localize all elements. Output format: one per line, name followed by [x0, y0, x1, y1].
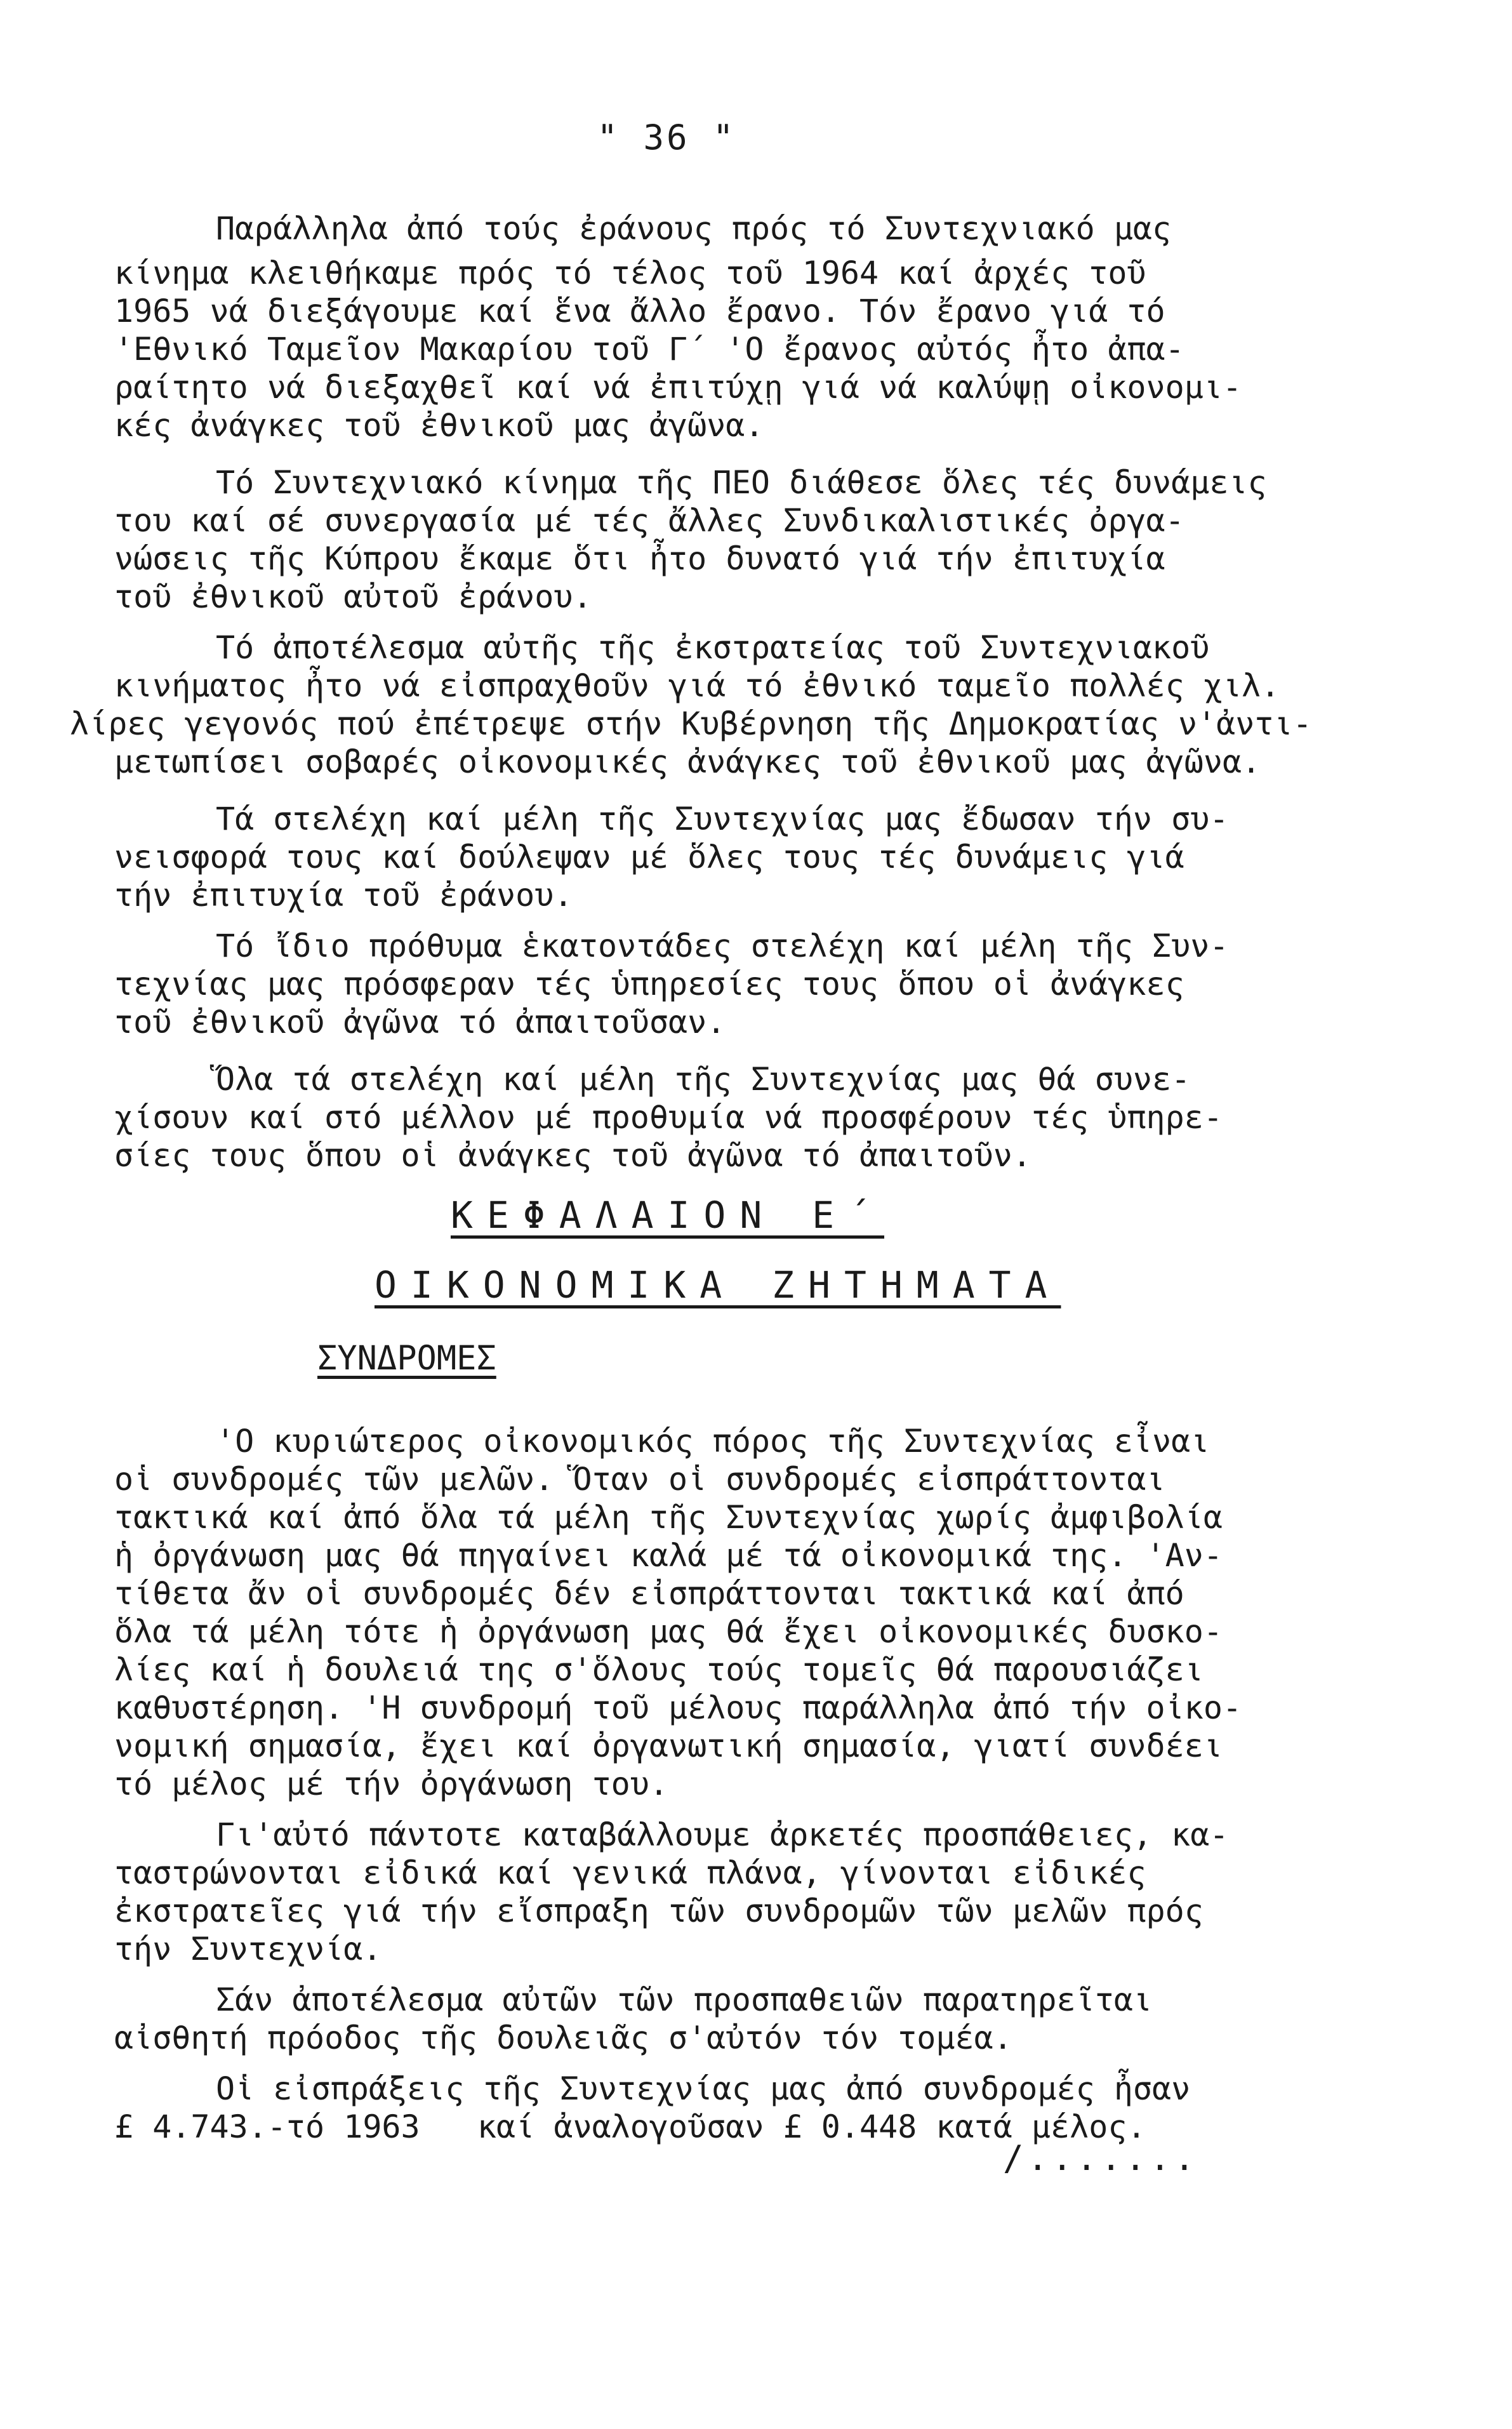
- text-line: ταστρώνονται εἰδικά καί γενικά πλάνα, γίνονται εἰδικές: [114, 1854, 1146, 1891]
- text-line: κίνημα κλειθήκαμε πρός τό τέλος τοῦ 1964 καί ἀρχές τοῦ: [114, 255, 1146, 291]
- text-line: Παράλληλα ἀπό τούς ἐράνους πρός τό Συντεχνιακό μας: [216, 210, 1172, 247]
- text-line: Τό ἴδιο πρόθυμα ἑκατοντάδες στελέχη καί μέλη τῆς Συν-: [216, 928, 1229, 964]
- text-line: ραίτητο νά διεξαχθεῖ καί νά ἐπιτύχῃ γιά νά καλύψῃ οἰκονομι-: [114, 369, 1242, 406]
- text-line: νεισφορά τους καί δούλεψαν μέ ὅλες τους τές δυνάμεις γιά: [114, 839, 1184, 875]
- text-line: Τό Συντεχνιακό κίνημα τῆς ΠΕΟ διάθεσε ὅλες τές δυνάμεις: [216, 464, 1267, 501]
- text-line: Τό ἀποτέλεσμα αὐτῆς τῆς ἐκστρατείας τοῦ Συντεχνιακοῦ: [216, 629, 1210, 666]
- text-line: τήν ἐπιτυχία τοῦ ἐράνου.: [114, 877, 573, 914]
- text-line: 'Ο κυριώτερος οἰκονομικός πόρος τῆς Συντεχνίας εἶναι: [216, 1423, 1210, 1460]
- text-line: του καί σέ συνεργασία μέ τές ἄλλες Συνδικαλιστικές ὀργα-: [114, 502, 1184, 539]
- text-line: καθυστέρηση. 'Η συνδρομή τοῦ μέλους παράλληλα ἀπό τήν οἰκο-: [114, 1689, 1242, 1726]
- text-line: τεχνίας μας πρόσφεραν τές ὑπηρεσίες τους ὅπου οἱ ἀνάγκες: [114, 966, 1184, 1002]
- text-line: ἡ ὀργάνωση μας θά πηγαίνει καλά μέ τά οἰκονομικά της. 'Αν-: [114, 1537, 1223, 1574]
- text-line: τίθετα ἄν οἱ συνδρομές δέν εἰσπράττονται τακτικά καί ἀπό: [114, 1575, 1184, 1612]
- text-line: λίρες γεγονός πού ἐπέτρεψε στήν Κυβέρνηση τῆς Δημοκρατίας ν'ἀντι-: [70, 705, 1312, 742]
- text-line: νώσεις τῆς Κύπρου ἔκαμε ὅτι ἦτο δυνατό γιά τήν ἐπιτυχία: [114, 540, 1165, 577]
- text-line: £ 4.743.-τό 1963 καί ἀναλογοῦσαν £ 0.448 κατά μέλος.: [114, 2108, 1146, 2145]
- text-line: χίσουν καί στό μέλλον μέ προθυμία νά προσφέρουν τές ὑπηρε-: [114, 1099, 1223, 1136]
- text-line: τοῦ ἐθνικοῦ αὐτοῦ ἐράνου.: [114, 578, 592, 615]
- text-line: Γι'αὐτό πάντοτε καταβάλλουμε ἀρκετές προσπάθειες, κα-: [216, 1816, 1229, 1853]
- text-line: Σάν ἀποτέλεσμα αὐτῶν τῶν προσπαθειῶν παρατηρεῖται: [216, 1981, 1153, 2018]
- page-number: " 36 ": [597, 117, 736, 157]
- continuation-mark: /.......: [1003, 2138, 1199, 2178]
- text-line: τήν Συντεχνία.: [114, 1931, 382, 1967]
- text-line: ἐκστρατεῖες γιά τήν εἴσπραξη τῶν συνδρομῶν τῶν μελῶν πρός: [114, 1893, 1204, 1929]
- text-line: αἰσθητή πρόοδος τῆς δουλειᾶς σ'αὐτόν τόν τομέα.: [114, 2020, 1012, 2056]
- text-line: μετωπίσει σοβαρές οἰκονομικές ἀνάγκες τοῦ ἐθνικοῦ μας ἀγῶνα.: [114, 743, 1261, 780]
- text-line: οἱ συνδρομές τῶν μελῶν. Ὅταν οἱ συνδρομές εἰσπράττονται: [114, 1461, 1165, 1498]
- chapter-heading: ΚΕΦΑΛΑΙΟΝ Ε΄: [451, 1194, 885, 1237]
- text-line: σίες τους ὅπου οἱ ἀνάγκες τοῦ ἀγῶνα τό ἀπαιτοῦν.: [114, 1137, 1031, 1174]
- text-line: τοῦ ἐθνικοῦ ἀγῶνα τό ἀπαιτοῦσαν.: [114, 1004, 726, 1041]
- text-line: λίες καί ἡ δουλειά της σ'ὅλους τούς τομεῖς θά παρουσιάζει: [114, 1651, 1204, 1688]
- text-line: τακτικά καί ἀπό ὅλα τά μέλη τῆς Συντεχνίας χωρίς ἀμφιβολία: [114, 1499, 1223, 1536]
- text-line: Ὅλα τά στελέχη καί μέλη τῆς Συντεχνίας μας θά συνε-: [216, 1061, 1191, 1098]
- text-line: 'Εθνικό Ταμεῖον Μακαρίου τοῦ Γ΄ 'Ο ἔρανος αὐτός ἦτο ἀπα-: [114, 331, 1184, 368]
- text-line: νομική σημασία, ἔχει καί ὀργανωτική σημασία, γιατί συνδέει: [114, 1727, 1223, 1764]
- text-line: Οἱ εἰσπράξεις τῆς Συντεχνίας μας ἀπό συνδρομές ἦσαν: [216, 2070, 1191, 2107]
- text-line: 1965 νά διεξάγουμε καί ἕνα ἄλλο ἔρανο. Τόν ἔρανο γιά τό: [114, 293, 1165, 329]
- text-line: κινήματος ἦτο νά εἰσπραχθοῦν γιά τό ἐθνικό ταμεῖο πολλές χιλ.: [114, 667, 1280, 704]
- text-line: τό μέλος μέ τήν ὀργάνωση του.: [114, 1766, 668, 1802]
- text-line: ὅλα τά μέλη τότε ἡ ὀργάνωση μας θά ἔχει οἰκονομικές δυσκο-: [114, 1613, 1223, 1650]
- text-line: Τά στελέχη καί μέλη τῆς Συντεχνίας μας ἔδωσαν τήν συ-: [216, 801, 1229, 837]
- chapter-title: ΟΙΚΟΝΟΜΙΚΑ ΖΗΤΗΜΑΤΑ: [375, 1263, 1061, 1307]
- text-line: κές ἀνάγκες τοῦ ἐθνικοῦ μας ἀγῶνα.: [114, 407, 764, 444]
- section-heading: ΣΥΝΔΡΟΜΕΣ: [317, 1340, 496, 1378]
